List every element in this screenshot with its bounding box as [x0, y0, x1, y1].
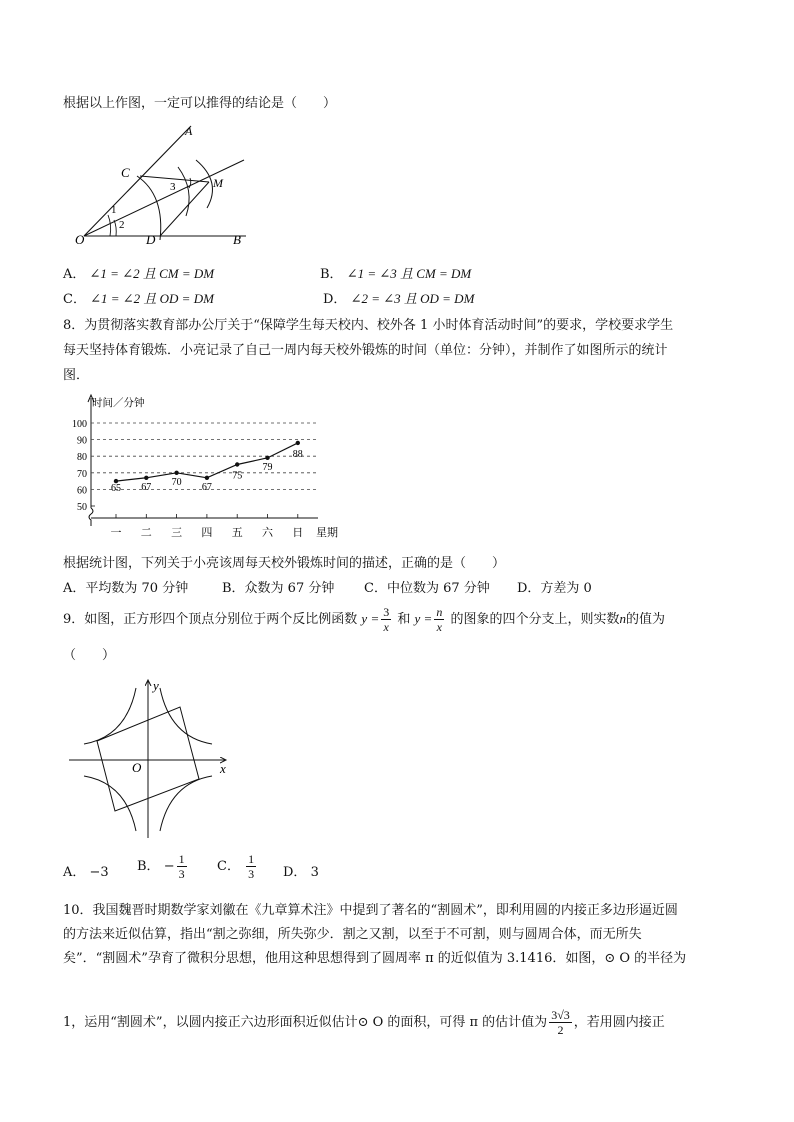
data-point-3	[205, 476, 209, 480]
data-point-1	[144, 476, 148, 480]
q9-paren: （ ）	[63, 648, 116, 663]
q7-option-b[interactable]: B． ∠1 = ∠3 且 CM = DM	[320, 266, 472, 282]
q9-stem: 9．如图，正方形四个顶点分别位于两个反比例函数 y = $\frac{3}{x}$ 和 y = $\frac{n}{x}$ 的图象的四个分支上，则实数n的值为	[63, 605, 665, 634]
label-angle-1: 1	[111, 204, 117, 216]
q10-text-line1: 10．我国魏晋时期数学家刘徽在《九章算术注》中提到了著名的“割圆术”，即利用圆的内接正多边形逼近圆	[63, 903, 678, 918]
y-tick-label-60: 60	[77, 485, 87, 497]
q7-option-c[interactable]: C． ∠1 = ∠2 且 OD = DM	[63, 291, 214, 307]
q8-question: 根据统计图，下列关于小亮该周每天校外锻炼时间的描述，正确的是（ ）	[63, 556, 506, 571]
q9-option-b[interactable]: B． − $\frac{1}{3}$	[137, 852, 185, 881]
data-label-1: 67	[141, 481, 152, 493]
y-tick-label-80: 80	[77, 452, 87, 464]
q7-prompt: 根据以上作图，一定可以推得的结论是（ ）	[63, 96, 337, 111]
q8-line-chart	[72, 388, 360, 546]
x-tick-label-1: 二	[140, 527, 152, 539]
data-label-3: 67	[201, 481, 212, 493]
q8-text-line2: 每天坚持体育锻炼．小亮记录了自己一周内每天校外锻炼的时间（单位：分钟），并制作了如图所示的统计	[63, 343, 668, 358]
data-label-5: 79	[262, 461, 273, 473]
q10-text-line3: 矣”．“割圆术”孕育了微积分思想，他用这种思想得到了圆周率 π 的近似值为 3.1416．如图，⊙ O 的半径为	[63, 951, 687, 966]
q8-option-d[interactable]: D．方差为 0	[517, 581, 592, 596]
q7-option-d[interactable]: D． ∠2 = ∠3 且 OD = DM	[323, 291, 475, 307]
q8-option-a[interactable]: A．平均数为 70 分钟	[63, 581, 189, 596]
x-tick-label-5: 六	[262, 527, 273, 539]
q8-option-b[interactable]: B．众数为 67 分钟	[222, 581, 335, 596]
q10-text-line4: 1，运用“割圆术”，以圆内接正六边形面积近似估计⊙ O 的面积，可得 π 的估计值为 $\frac{3√3}{2}$ ，若用圆内接正	[63, 1008, 665, 1037]
y-tick-label-50: 50	[77, 502, 87, 513]
data-point-4	[235, 462, 239, 466]
origin-label: O	[132, 760, 142, 775]
data-label-2: 70	[171, 476, 182, 488]
label-A: A	[185, 124, 193, 138]
q8-text-line1: 8．为贯彻落实教育部办公厅关于“保障学生每天校内、校外各 1 小时体育活动时间”的要求，学校要求学生	[63, 318, 674, 333]
label-angle-2: 2	[119, 219, 125, 231]
q7-figure	[70, 118, 255, 250]
label-D: D	[146, 232, 156, 247]
q7-option-a[interactable]: A． ∠1 = ∠2 且 CM = DM	[63, 266, 215, 282]
y-tick-label-70: 70	[77, 468, 87, 480]
x-tick-label-0: 一	[110, 527, 122, 539]
x-tick-label-2: 三	[171, 527, 183, 539]
q8-option-c[interactable]: C．中位数为 67 分钟	[364, 581, 490, 596]
label-C: C	[121, 165, 130, 180]
q10-text-line2: 的方法来近似估算，指出“割之弥细，所失弥少．割之又割，以至于不可割，则与圆周合体，而无所失	[63, 927, 642, 942]
data-label-4: 75	[232, 470, 243, 482]
x-tick-label-4: 五	[231, 527, 243, 539]
data-point-5	[265, 456, 269, 460]
y-tick-label-90: 90	[77, 435, 87, 447]
data-label-0: 65	[111, 483, 121, 495]
data-label-6: 88	[292, 448, 303, 460]
data-point-2	[174, 471, 178, 475]
axis-y-label: y	[153, 678, 159, 693]
label-angle-3: 3	[170, 181, 176, 193]
data-point-6	[296, 441, 300, 445]
x-tick-label-3: 四	[201, 527, 213, 539]
q9-figure	[65, 676, 235, 841]
x-tick-label-6: 日	[292, 527, 304, 539]
q9-option-d[interactable]: D． 3	[283, 865, 319, 880]
y-tick-label-100: 100	[72, 419, 87, 430]
y-axis-title: 时间／分钟	[92, 398, 145, 409]
axis-x-label: x	[220, 761, 226, 776]
y-axis-break	[89, 508, 93, 526]
q9-option-a[interactable]: A． −3	[63, 865, 109, 880]
q8-text-line3: 图．	[63, 368, 90, 383]
x-axis-title: 星期	[316, 527, 338, 539]
label-B: B	[233, 232, 241, 247]
label-O: O	[75, 232, 85, 247]
q9-option-c[interactable]: C． $\frac{1}{3}$	[217, 852, 255, 881]
label-M: M	[213, 176, 223, 190]
